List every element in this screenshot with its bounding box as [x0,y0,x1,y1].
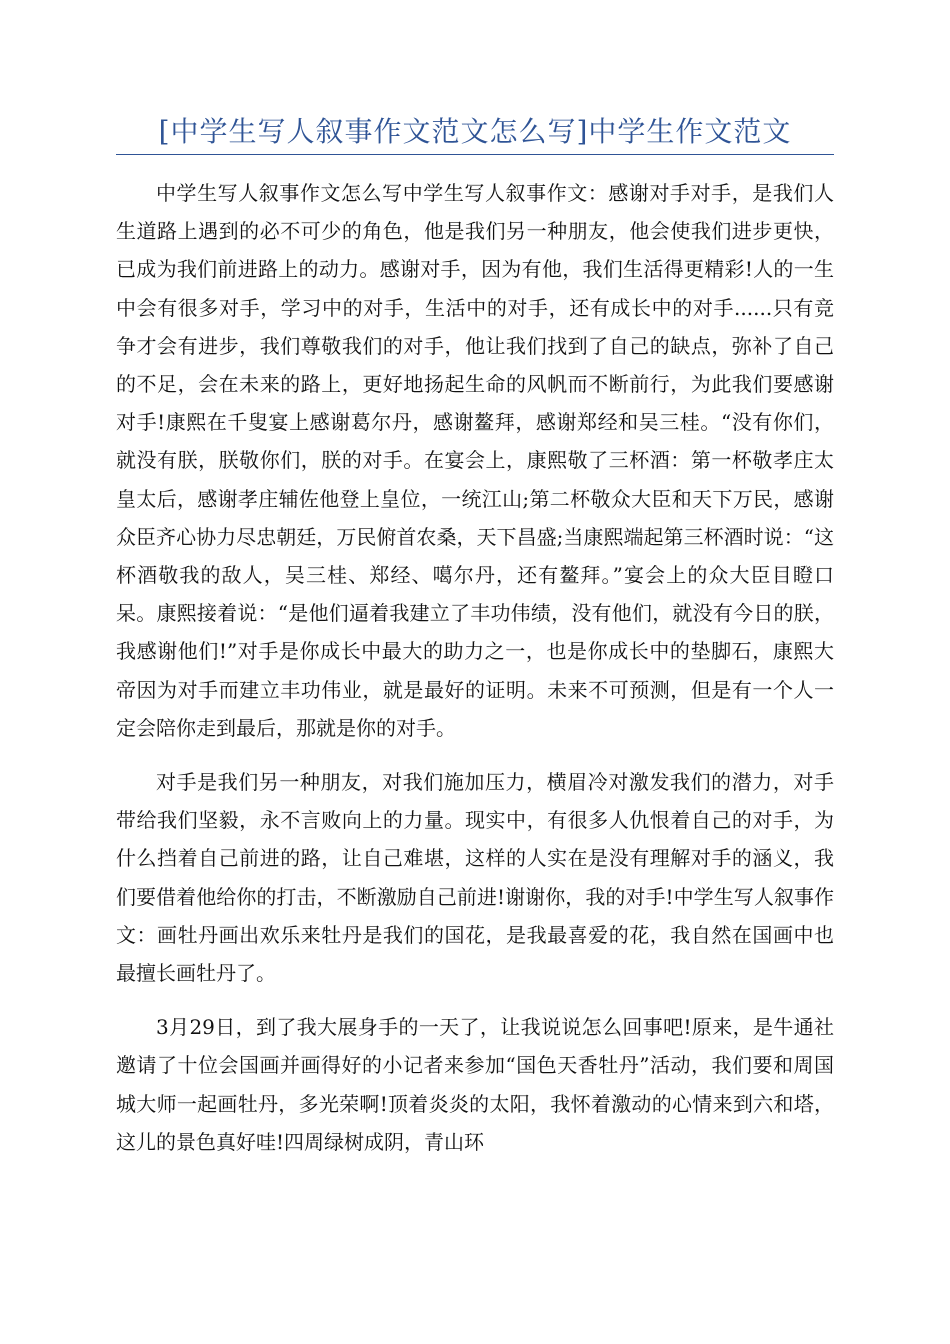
paragraph-3: 3月29日，到了我大展身手的一天了，让我说说怎么回事吧!原来，是牛通社邀请了十位会国画并画得好的小记者来参加“国色天香牡丹”活动，我们要和周国城大师一起画牡丹，多光荣啊!顶着炎炎的太阳，我怀着激动的心情来到六和塔，这儿的景色真好哇!四周绿树成阴，青山环 [116,1015,834,1154]
paragraph-1: 中学生写人叙事作文怎么写中学生写人叙事作文：感谢对手对手，是我们人生道路上遇到的必不可少的角色，他是我们另一种朋友，他会使我们进步更快，已成为我们前进路上的动力。感谢对手，因为有他，我们生活得更精彩!人的一生中会有很多对手，学习中的对手，生活中的对手，还有成长中的对手......只有竞争才会有进步，我们尊敬我们的对手，他让我们找到了自己的缺点，弥补了自己的不足，会在未来的路上，更好地扬起生命的风帆而不断前行，为此我们要感谢对手!康熙在千叟宴上感谢葛尔丹，感谢鳌拜，感谢郑经和吴三桂。“没有你们，就没有朕，朕敬你们，朕的对手。在宴会上，康熙敬了三杯酒：第一杯敬孝庄太皇太后，感谢孝庄辅佐他登上皇位，一统江山;第二杯敬众大臣和天下万民，感谢众臣齐心协力尽忠朝廷，万民俯首农桑，天下昌盛;当康熙端起第三杯酒时说：“这杯酒敬我的敌人，吴三桂、郑经、噶尔丹，还有鳌拜。”宴会上的众大臣目瞪口呆。康熙接着说：“是他们逼着我建立了丰功伟绩，没有他们，就没有今日的朕，我感谢他们!”对手是你成长中最大的助力之一，也是你成长中的垫脚石，康熙大帝因为对手而建立丰功伟业，就是最好的证明。未来不可预测，但是有一个人一定会陪你走到最后，那就是你的对手。 [116,181,834,740]
document-title: [中学生写人叙事作文范文怎么写]中学生作文范文 [158,115,792,148]
title-underline [116,154,834,155]
paragraph-2: 对手是我们另一种朋友，对我们施加压力，横眉冷对激发我们的潜力，对手带给我们坚毅，永不言败向上的力量。现实中，有很多人仇恨着自己的对手，为什么挡着自己前进的路，让自己难堪，这样的人实在是没有理解对手的涵义，我们要借着他给你的打击，不断激励自己前进!谢谢你，我的对手!中学生写人叙事作文：画牡丹画出欢乐来牡丹是我们的国花，是我最喜爱的花，我自然在国画中也最擅长画牡丹了。 [116,770,834,986]
document-body [116,174,834,1177]
